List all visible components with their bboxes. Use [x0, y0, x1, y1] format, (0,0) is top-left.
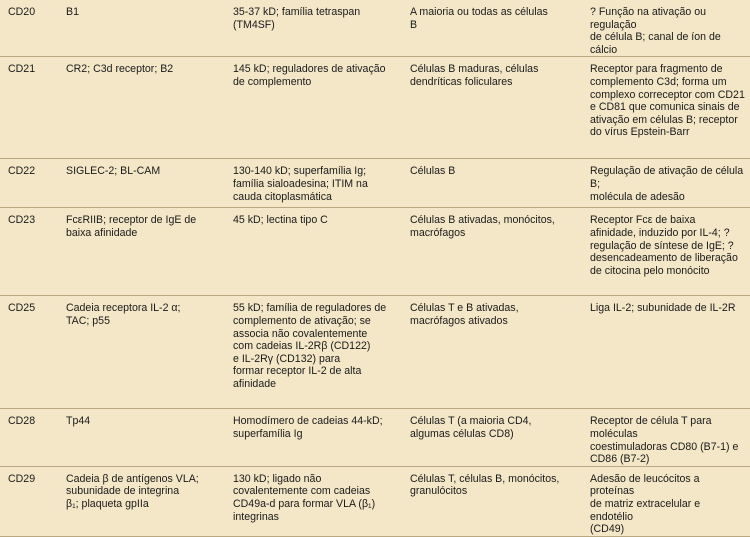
structure-cell: 145 kD; reguladores de ativação de complemento [225, 57, 402, 159]
structure-cell: 35-37 kD; família tetraspan (TM4SF) [225, 0, 402, 57]
function-cell: Receptor para fragmento de complemento C3d; forma um complexo correceptor com CD21 e CD81 que comunica sinais de ativação em células B; receptor do vírus Epstein-Barr [582, 57, 750, 159]
cd-cell: CD21 [0, 57, 58, 159]
expression-cell: Células T, células B, monócitos, granulócitos [402, 466, 582, 536]
function-cell: Liga IL-2; subunidade de IL-2R [582, 296, 750, 409]
names-cell: Cadeia receptora IL-2 α; TAC; p55 [58, 296, 225, 409]
expression-cell: Células B maduras, células dendríticas foliculares [402, 57, 582, 159]
table-row [0, 57, 750, 159]
expression-cell: A maioria ou todas as células B [402, 0, 582, 57]
expression-cell: Células B ativadas, monócitos, macrófagos [402, 208, 582, 296]
expression-cell: Células B [402, 159, 582, 208]
cd-cell: CD20 [0, 0, 58, 57]
cd-cell: CD22 [0, 159, 58, 208]
function-cell: Regulação de ativação de célula B; molécula de adesão [582, 159, 750, 208]
names-cell: FcεRIIB; receptor de IgE de baixa afinidade [58, 208, 225, 296]
names-cell: Cadeia β de antígenos VLA; subunidade de integrina β₁; plaqueta gpIIa [58, 466, 225, 536]
table-row [0, 0, 750, 57]
cd-cell: CD25 [0, 296, 58, 409]
names-cell: SIGLEC-2; BL-CAM [58, 159, 225, 208]
table-row [0, 409, 750, 466]
table-row [0, 296, 750, 409]
function-cell: Adesão de leucócitos a proteínas de matriz extracelular e endotélio (CD49) [582, 466, 750, 536]
names-cell: CR2; C3d receptor; B2 [58, 57, 225, 159]
table-row [0, 159, 750, 208]
function-cell: Receptor de célula T para moléculas coestimuladoras CD80 (B7-1) e CD86 (B7-2) [582, 409, 750, 466]
names-cell: Tp44 [58, 409, 225, 466]
cd-cell: CD29 [0, 466, 58, 536]
expression-cell: Células T e B ativadas, macrófagos ativados [402, 296, 582, 409]
names-cell: B1 [58, 0, 225, 57]
function-cell: ? Função na ativação ou regulação de célula B; canal de íon de cálcio [582, 0, 750, 57]
function-cell: Receptor Fcε de baixa afinidade, induzido por IL-4; ? regulação de síntese de IgE; ? desencadeamento de liberação de citocina pelo monócito [582, 208, 750, 296]
structure-cell: 45 kD; lectina tipo C [225, 208, 402, 296]
structure-cell: 130-140 kD; superfamília Ig; família sialoadesina; ITIM na cauda citoplasmática [225, 159, 402, 208]
structure-cell: 130 kD; ligado não covalentemente com cadeias CD49a-d para formar VLA (β₁) integrinas [225, 466, 402, 536]
table-row [0, 208, 750, 296]
structure-cell: Homodímero de cadeias 44-kD; superfamília Ig [225, 409, 402, 466]
cd-cell: CD23 [0, 208, 58, 296]
expression-cell: Células T (a maioria CD4, algumas células CD8) [402, 409, 582, 466]
table-row [0, 466, 750, 536]
cd-cell: CD28 [0, 409, 58, 466]
structure-cell: 55 kD; família de reguladores de complemento de ativação; se associa não covalentemente com cadeias IL-2Rβ (CD122) e IL-2Rγ (CD132) para formar receptor IL-2 de alta afinidade [225, 296, 402, 409]
